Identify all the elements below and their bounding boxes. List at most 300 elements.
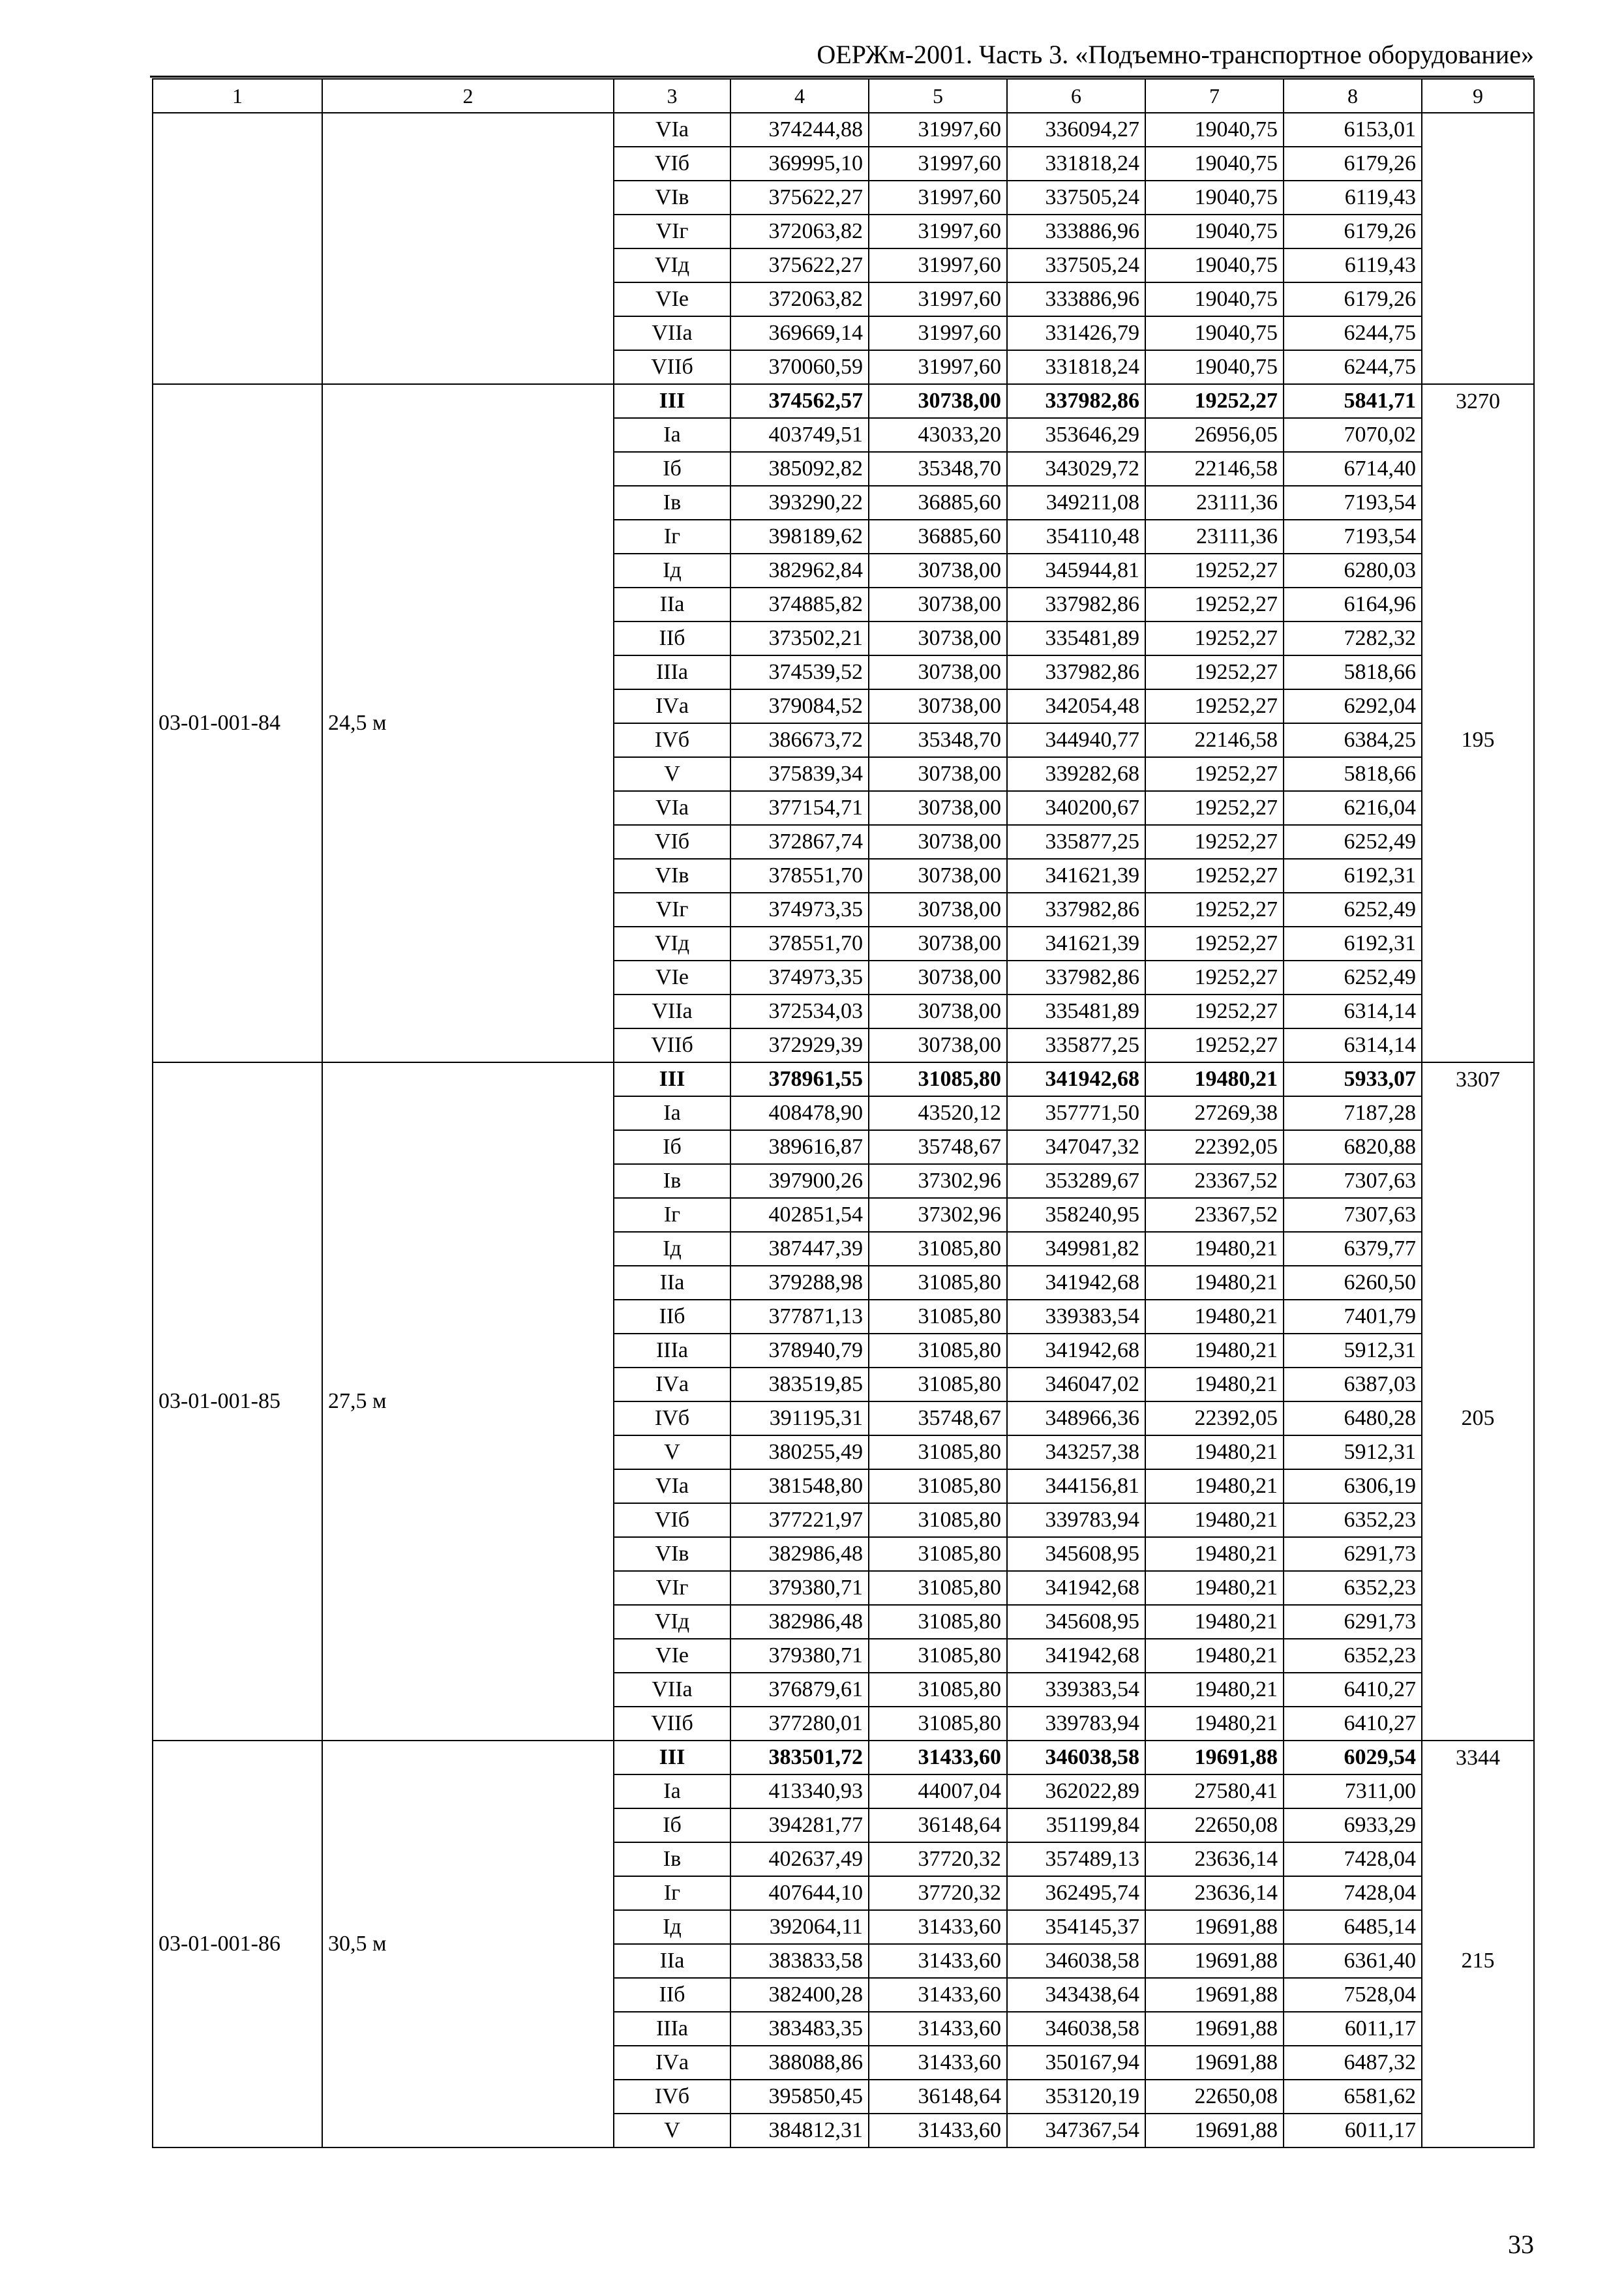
total-cost-cell: 374244,88 <box>730 113 869 147</box>
total-cost-cell: 387447,39 <box>730 1232 869 1266</box>
wages-cell: 31997,60 <box>869 350 1007 384</box>
materials-cost-cell: 6164,96 <box>1284 588 1422 621</box>
total-cost-cell: 383501,72 <box>730 1741 869 1774</box>
wages-cell: 36148,64 <box>869 2080 1007 2114</box>
machinist-wages-cell: 19480,21 <box>1145 1639 1284 1673</box>
materials-cost-cell: 6260,50 <box>1284 1266 1422 1300</box>
wages-cell: 35348,70 <box>869 723 1007 757</box>
machinist-wages-cell: 19040,75 <box>1145 248 1284 282</box>
materials-cost-cell: 6252,49 <box>1284 893 1422 927</box>
resource-code-cell: IVа <box>614 2046 730 2080</box>
resource-code-cell: Iа <box>614 1774 730 1808</box>
machinist-wages-cell: 22146,58 <box>1145 452 1284 486</box>
machine-cost-cell: 331818,24 <box>1007 350 1145 384</box>
total-cost-cell: 372929,39 <box>730 1028 869 1062</box>
page-header <box>150 37 1534 78</box>
machinist-wages-cell: 27269,38 <box>1145 1096 1284 1130</box>
wages-cell: 31085,80 <box>869 1673 1007 1707</box>
machinist-wages-cell: 19691,88 <box>1145 2046 1284 2080</box>
machinist-wages-cell: 19480,21 <box>1145 1266 1284 1300</box>
machine-cost-cell: 344156,81 <box>1007 1469 1145 1503</box>
machinist-wages-cell: 19040,75 <box>1145 147 1284 181</box>
column-number: 3 <box>614 79 730 113</box>
materials-cost-cell: 6820,88 <box>1284 1130 1422 1164</box>
materials-cost-cell: 6011,17 <box>1284 2012 1422 2046</box>
machinist-wages-cell: 19252,27 <box>1145 825 1284 859</box>
machine-cost-cell: 341942,68 <box>1007 1571 1145 1605</box>
wages-cell: 30738,00 <box>869 859 1007 893</box>
wages-cell: 31997,60 <box>869 113 1007 147</box>
materials-cost-cell: 6252,49 <box>1284 961 1422 995</box>
materials-cost-cell: 6387,03 <box>1284 1368 1422 1401</box>
wages-cell: 31997,60 <box>869 181 1007 215</box>
machinist-wages-cell: 19040,75 <box>1145 181 1284 215</box>
resource-code-cell: Iг <box>614 1876 730 1910</box>
resource-code-cell: IIIа <box>614 1334 730 1368</box>
total-cost-cell: 398189,62 <box>730 520 869 554</box>
materials-cost-cell: 7307,63 <box>1284 1164 1422 1198</box>
wages-cell: 31085,80 <box>869 1469 1007 1503</box>
column-number-row <box>153 79 1534 113</box>
wages-cell: 31085,80 <box>869 1334 1007 1368</box>
wages-cell: 30738,00 <box>869 621 1007 655</box>
machine-cost-cell: 347047,32 <box>1007 1130 1145 1164</box>
total-cost-cell: 372534,03 <box>730 995 869 1028</box>
total-cost-cell: 377280,01 <box>730 1707 869 1741</box>
machinist-wages-cell: 19480,21 <box>1145 1469 1284 1503</box>
machinist-wages-cell: 19040,75 <box>1145 215 1284 248</box>
wages-cell: 30738,00 <box>869 995 1007 1028</box>
machine-cost-cell: 331818,24 <box>1007 147 1145 181</box>
resource-code-cell: IIб <box>614 1300 730 1334</box>
resource-code-cell: VIв <box>614 859 730 893</box>
total-cost-cell: 393290,22 <box>730 486 869 520</box>
machinist-wages-cell: 19252,27 <box>1145 757 1284 791</box>
machinist-wages-cell: 19480,21 <box>1145 1503 1284 1537</box>
resource-code-cell: VIг <box>614 893 730 927</box>
machinist-wages-cell: 22392,05 <box>1145 1130 1284 1164</box>
materials-cost-cell: 6119,43 <box>1284 181 1422 215</box>
total-cost-cell: 379380,71 <box>730 1571 869 1605</box>
machine-cost-cell: 343438,64 <box>1007 1978 1145 2012</box>
labor-cell: 205 <box>1422 1096 1534 1741</box>
code-cell <box>153 113 322 384</box>
total-cost-cell: 379380,71 <box>730 1639 869 1673</box>
machinist-wages-cell: 19040,75 <box>1145 113 1284 147</box>
page-header-title: ОЕРЖм-2001. Часть 3. «Подъемно-транспортное оборудование» <box>817 40 1534 69</box>
machinist-wages-cell: 19252,27 <box>1145 554 1284 588</box>
column-number: 5 <box>869 79 1007 113</box>
machine-cost-cell: 337982,86 <box>1007 655 1145 689</box>
machinist-wages-cell: 19480,21 <box>1145 1605 1284 1639</box>
wages-cell: 30738,00 <box>869 655 1007 689</box>
machine-cost-cell: 335481,89 <box>1007 621 1145 655</box>
wages-cell: 30738,00 <box>869 1028 1007 1062</box>
machine-cost-cell: 362495,74 <box>1007 1876 1145 1910</box>
wages-cell: 37302,96 <box>869 1198 1007 1232</box>
total-cost-cell: 375622,27 <box>730 248 869 282</box>
wages-cell: 31085,80 <box>869 1537 1007 1571</box>
machinist-wages-cell: 19252,27 <box>1145 791 1284 825</box>
cost-table-body <box>153 79 1534 2147</box>
machinist-wages-cell: 22650,08 <box>1145 1808 1284 1842</box>
machine-cost-cell: 333886,96 <box>1007 215 1145 248</box>
materials-cost-cell: 6244,75 <box>1284 350 1422 384</box>
resource-code-cell: IIIа <box>614 2012 730 2046</box>
machinist-wages-cell: 19480,21 <box>1145 1571 1284 1605</box>
wages-cell: 35748,67 <box>869 1401 1007 1435</box>
table-row <box>153 1741 1534 1774</box>
materials-cost-cell: 5912,31 <box>1284 1435 1422 1469</box>
machinist-wages-cell: 19480,21 <box>1145 1368 1284 1401</box>
machine-cost-cell: 341621,39 <box>1007 859 1145 893</box>
materials-cost-cell: 6280,03 <box>1284 554 1422 588</box>
machine-cost-cell: 353289,67 <box>1007 1164 1145 1198</box>
materials-cost-cell: 7193,54 <box>1284 486 1422 520</box>
name-cell <box>322 113 614 384</box>
machinist-wages-cell: 19252,27 <box>1145 1028 1284 1062</box>
machinist-wages-cell: 19040,75 <box>1145 350 1284 384</box>
total-cost-cell: 374562,57 <box>730 384 869 418</box>
machine-cost-cell: 337505,24 <box>1007 248 1145 282</box>
machinist-wages-cell: 19480,21 <box>1145 1232 1284 1266</box>
machine-cost-cell: 358240,95 <box>1007 1198 1145 1232</box>
resource-code-cell: Iа <box>614 1096 730 1130</box>
total-cost-cell: 374539,52 <box>730 655 869 689</box>
machine-cost-cell: 339282,68 <box>1007 757 1145 791</box>
machine-cost-cell: 337982,86 <box>1007 384 1145 418</box>
resource-code-cell: V <box>614 1435 730 1469</box>
resource-code-cell: Iб <box>614 452 730 486</box>
wages-cell: 35748,67 <box>869 1130 1007 1164</box>
total-cost-cell: 384812,31 <box>730 2114 869 2147</box>
materials-cost-cell: 6379,77 <box>1284 1232 1422 1266</box>
wages-cell: 43033,20 <box>869 418 1007 452</box>
wages-cell: 31085,80 <box>869 1503 1007 1537</box>
total-cost-cell: 383483,35 <box>730 2012 869 2046</box>
machinist-wages-cell: 19252,27 <box>1145 655 1284 689</box>
machine-cost-cell: 337982,86 <box>1007 588 1145 621</box>
materials-cost-cell: 6352,23 <box>1284 1503 1422 1537</box>
total-cost-cell: 382400,28 <box>730 1978 869 2012</box>
machinist-wages-cell: 19691,88 <box>1145 2012 1284 2046</box>
labor-cell: 3270 <box>1422 384 1534 418</box>
materials-cost-cell: 6306,19 <box>1284 1469 1422 1503</box>
table-row <box>153 384 1534 418</box>
total-cost-cell: 372867,74 <box>730 825 869 859</box>
machine-cost-cell: 346047,02 <box>1007 1368 1145 1401</box>
resource-code-cell: VIIа <box>614 316 730 350</box>
machine-cost-cell: 345608,95 <box>1007 1537 1145 1571</box>
resource-code-cell: VIд <box>614 248 730 282</box>
total-cost-cell: 373502,21 <box>730 621 869 655</box>
resource-code-cell: VIг <box>614 1571 730 1605</box>
total-cost-cell: 377154,71 <box>730 791 869 825</box>
wages-cell: 30738,00 <box>869 757 1007 791</box>
resource-code-cell: IIа <box>614 1266 730 1300</box>
total-cost-cell: 374973,35 <box>730 893 869 927</box>
machine-cost-cell: 346038,58 <box>1007 1944 1145 1978</box>
wages-cell: 31433,60 <box>869 1910 1007 1944</box>
machine-cost-cell: 340200,67 <box>1007 791 1145 825</box>
materials-cost-cell: 7070,02 <box>1284 418 1422 452</box>
resource-code-cell: IVб <box>614 723 730 757</box>
machine-cost-cell: 349211,08 <box>1007 486 1145 520</box>
machine-cost-cell: 341942,68 <box>1007 1334 1145 1368</box>
materials-cost-cell: 5912,31 <box>1284 1334 1422 1368</box>
wages-cell: 31997,60 <box>869 282 1007 316</box>
total-cost-cell: 378940,79 <box>730 1334 869 1368</box>
resource-code-cell: VIа <box>614 791 730 825</box>
materials-cost-cell: 6179,26 <box>1284 282 1422 316</box>
machine-cost-cell: 341942,68 <box>1007 1062 1145 1096</box>
wages-cell: 44007,04 <box>869 1774 1007 1808</box>
machinist-wages-cell: 19252,27 <box>1145 961 1284 995</box>
total-cost-cell: 370060,59 <box>730 350 869 384</box>
wages-cell: 31433,60 <box>869 1944 1007 1978</box>
machine-cost-cell: 343257,38 <box>1007 1435 1145 1469</box>
labor-cell: 215 <box>1422 1774 1534 2147</box>
resource-code-cell: IIа <box>614 1944 730 1978</box>
column-number: 2 <box>322 79 614 113</box>
machine-cost-cell: 357489,13 <box>1007 1842 1145 1876</box>
materials-cost-cell: 7311,00 <box>1284 1774 1422 1808</box>
resource-code-cell: III <box>614 384 730 418</box>
machine-cost-cell: 351199,84 <box>1007 1808 1145 1842</box>
materials-cost-cell: 5933,07 <box>1284 1062 1422 1096</box>
machine-cost-cell: 339383,54 <box>1007 1673 1145 1707</box>
materials-cost-cell: 6192,31 <box>1284 859 1422 893</box>
machinist-wages-cell: 22392,05 <box>1145 1401 1284 1435</box>
machine-cost-cell: 354110,48 <box>1007 520 1145 554</box>
labor-cell: 195 <box>1422 418 1534 1062</box>
machine-cost-cell: 357771,50 <box>1007 1096 1145 1130</box>
wages-cell: 30738,00 <box>869 588 1007 621</box>
total-cost-cell: 378961,55 <box>730 1062 869 1096</box>
wages-cell: 31085,80 <box>869 1639 1007 1673</box>
machinist-wages-cell: 19691,88 <box>1145 2114 1284 2147</box>
machinist-wages-cell: 26956,05 <box>1145 418 1284 452</box>
materials-cost-cell: 6410,27 <box>1284 1673 1422 1707</box>
wages-cell: 31085,80 <box>869 1266 1007 1300</box>
materials-cost-cell: 7428,04 <box>1284 1842 1422 1876</box>
total-cost-cell: 397900,26 <box>730 1164 869 1198</box>
materials-cost-cell: 5841,71 <box>1284 384 1422 418</box>
total-cost-cell: 382962,84 <box>730 554 869 588</box>
total-cost-cell: 402637,49 <box>730 1842 869 1876</box>
wages-cell: 31997,60 <box>869 215 1007 248</box>
resource-code-cell: VIа <box>614 113 730 147</box>
machine-cost-cell: 335877,25 <box>1007 1028 1145 1062</box>
materials-cost-cell: 6011,17 <box>1284 2114 1422 2147</box>
machine-cost-cell: 341942,68 <box>1007 1266 1145 1300</box>
wages-cell: 35348,70 <box>869 452 1007 486</box>
materials-cost-cell: 6487,32 <box>1284 2046 1422 2080</box>
wages-cell: 37720,32 <box>869 1842 1007 1876</box>
machinist-wages-cell: 23367,52 <box>1145 1164 1284 1198</box>
materials-cost-cell: 6581,62 <box>1284 2080 1422 2114</box>
wages-cell: 43520,12 <box>869 1096 1007 1130</box>
machinist-wages-cell: 19691,88 <box>1145 1978 1284 2012</box>
machinist-wages-cell: 22146,58 <box>1145 723 1284 757</box>
wages-cell: 31433,60 <box>869 1741 1007 1774</box>
machine-cost-cell: 353646,29 <box>1007 418 1145 452</box>
materials-cost-cell: 6153,01 <box>1284 113 1422 147</box>
materials-cost-cell: 6352,23 <box>1284 1571 1422 1605</box>
resource-code-cell: VIа <box>614 1469 730 1503</box>
materials-cost-cell: 7428,04 <box>1284 1876 1422 1910</box>
machine-cost-cell: 362022,89 <box>1007 1774 1145 1808</box>
code-cell: 03-01-001-86 <box>153 1741 322 2147</box>
machinist-wages-cell: 19252,27 <box>1145 689 1284 723</box>
wages-cell: 31433,60 <box>869 2046 1007 2080</box>
column-number: 9 <box>1422 79 1534 113</box>
machine-cost-cell: 348966,36 <box>1007 1401 1145 1435</box>
resource-code-cell: IVб <box>614 1401 730 1435</box>
resource-code-cell: IIб <box>614 1978 730 2012</box>
total-cost-cell: 388088,86 <box>730 2046 869 2080</box>
wages-cell: 31085,80 <box>869 1232 1007 1266</box>
wages-cell: 30738,00 <box>869 791 1007 825</box>
materials-cost-cell: 6714,40 <box>1284 452 1422 486</box>
total-cost-cell: 374885,82 <box>730 588 869 621</box>
table-row <box>153 1062 1534 1096</box>
column-number: 8 <box>1284 79 1422 113</box>
materials-cost-cell: 7307,63 <box>1284 1198 1422 1232</box>
machine-cost-cell: 335481,89 <box>1007 995 1145 1028</box>
total-cost-cell: 389616,87 <box>730 1130 869 1164</box>
materials-cost-cell: 7528,04 <box>1284 1978 1422 2012</box>
table-row <box>153 113 1534 147</box>
machinist-wages-cell: 27580,41 <box>1145 1774 1284 1808</box>
machinist-wages-cell: 19252,27 <box>1145 859 1284 893</box>
resource-code-cell: Iа <box>614 418 730 452</box>
machine-cost-cell: 349981,82 <box>1007 1232 1145 1266</box>
code-cell: 03-01-001-85 <box>153 1062 322 1741</box>
wages-cell: 31997,60 <box>869 248 1007 282</box>
machine-cost-cell: 335877,25 <box>1007 825 1145 859</box>
resource-code-cell: VIIб <box>614 1707 730 1741</box>
name-cell: 27,5 м <box>322 1062 614 1741</box>
machinist-wages-cell: 19480,21 <box>1145 1537 1284 1571</box>
total-cost-cell: 369995,10 <box>730 147 869 181</box>
machine-cost-cell: 342054,48 <box>1007 689 1145 723</box>
total-cost-cell: 380255,49 <box>730 1435 869 1469</box>
resource-code-cell: VIв <box>614 181 730 215</box>
resource-code-cell: VIб <box>614 147 730 181</box>
wages-cell: 31997,60 <box>869 147 1007 181</box>
machine-cost-cell: 347367,54 <box>1007 2114 1145 2147</box>
machine-cost-cell: 346038,58 <box>1007 1741 1145 1774</box>
materials-cost-cell: 6361,40 <box>1284 1944 1422 1978</box>
total-cost-cell: 382986,48 <box>730 1605 869 1639</box>
resource-code-cell: IIIа <box>614 655 730 689</box>
machine-cost-cell: 344940,77 <box>1007 723 1145 757</box>
machine-cost-cell: 339783,94 <box>1007 1707 1145 1741</box>
column-number: 6 <box>1007 79 1145 113</box>
resource-code-cell: Iд <box>614 1232 730 1266</box>
resource-code-cell: V <box>614 757 730 791</box>
machinist-wages-cell: 19252,27 <box>1145 588 1284 621</box>
wages-cell: 31085,80 <box>869 1300 1007 1334</box>
wages-cell: 31085,80 <box>869 1368 1007 1401</box>
column-number: 1 <box>153 79 322 113</box>
machine-cost-cell: 339783,94 <box>1007 1503 1145 1537</box>
machine-cost-cell: 341621,39 <box>1007 927 1145 961</box>
resource-code-cell: Iв <box>614 1164 730 1198</box>
total-cost-cell: 407644,10 <box>730 1876 869 1910</box>
code-cell: 03-01-001-84 <box>153 384 322 1062</box>
machinist-wages-cell: 23636,14 <box>1145 1876 1284 1910</box>
machinist-wages-cell: 23111,36 <box>1145 486 1284 520</box>
resource-code-cell: VIе <box>614 1639 730 1673</box>
wages-cell: 31085,80 <box>869 1435 1007 1469</box>
resource-code-cell: VIд <box>614 927 730 961</box>
wages-cell: 31433,60 <box>869 1978 1007 2012</box>
cost-table <box>152 78 1535 2148</box>
total-cost-cell: 383833,58 <box>730 1944 869 1978</box>
materials-cost-cell: 6480,28 <box>1284 1401 1422 1435</box>
resource-code-cell: Iг <box>614 520 730 554</box>
machinist-wages-cell: 19691,88 <box>1145 1910 1284 1944</box>
name-cell: 24,5 м <box>322 384 614 1062</box>
total-cost-cell: 375622,27 <box>730 181 869 215</box>
resource-code-cell: Iб <box>614 1808 730 1842</box>
wages-cell: 31433,60 <box>869 2114 1007 2147</box>
wages-cell: 30738,00 <box>869 554 1007 588</box>
page-number: 33 <box>1508 2230 1534 2259</box>
resource-code-cell: VIIа <box>614 1673 730 1707</box>
machinist-wages-cell: 23111,36 <box>1145 520 1284 554</box>
resource-code-cell: IVб <box>614 2080 730 2114</box>
resource-code-cell: Iв <box>614 486 730 520</box>
total-cost-cell: 385092,82 <box>730 452 869 486</box>
wages-cell: 36885,60 <box>869 486 1007 520</box>
machinist-wages-cell: 19480,21 <box>1145 1062 1284 1096</box>
resource-code-cell: VIе <box>614 282 730 316</box>
labor-cell: 3344 <box>1422 1741 1534 1774</box>
machinist-wages-cell: 19480,21 <box>1145 1300 1284 1334</box>
machine-cost-cell: 337505,24 <box>1007 181 1145 215</box>
total-cost-cell: 403749,51 <box>730 418 869 452</box>
resource-code-cell: VIIб <box>614 350 730 384</box>
machinist-wages-cell: 19040,75 <box>1145 282 1284 316</box>
machine-cost-cell: 336094,27 <box>1007 113 1145 147</box>
machine-cost-cell: 350167,94 <box>1007 2046 1145 2080</box>
materials-cost-cell: 7187,28 <box>1284 1096 1422 1130</box>
materials-cost-cell: 6485,14 <box>1284 1910 1422 1944</box>
total-cost-cell: 372063,82 <box>730 215 869 248</box>
materials-cost-cell: 6384,25 <box>1284 723 1422 757</box>
wages-cell: 37720,32 <box>869 1876 1007 1910</box>
machinist-wages-cell: 19252,27 <box>1145 621 1284 655</box>
materials-cost-cell: 6291,73 <box>1284 1537 1422 1571</box>
materials-cost-cell: 6192,31 <box>1284 927 1422 961</box>
total-cost-cell: 377871,13 <box>730 1300 869 1334</box>
machinist-wages-cell: 19252,27 <box>1145 995 1284 1028</box>
total-cost-cell: 402851,54 <box>730 1198 869 1232</box>
materials-cost-cell: 6179,26 <box>1284 215 1422 248</box>
labor-cell: 3307 <box>1422 1062 1534 1096</box>
total-cost-cell: 386673,72 <box>730 723 869 757</box>
wages-cell: 30738,00 <box>869 927 1007 961</box>
resource-code-cell: VIIб <box>614 1028 730 1062</box>
machinist-wages-cell: 22650,08 <box>1145 2080 1284 2114</box>
resource-code-cell: IVа <box>614 689 730 723</box>
resource-code-cell: VIв <box>614 1537 730 1571</box>
materials-cost-cell: 6314,14 <box>1284 1028 1422 1062</box>
column-number: 4 <box>730 79 869 113</box>
